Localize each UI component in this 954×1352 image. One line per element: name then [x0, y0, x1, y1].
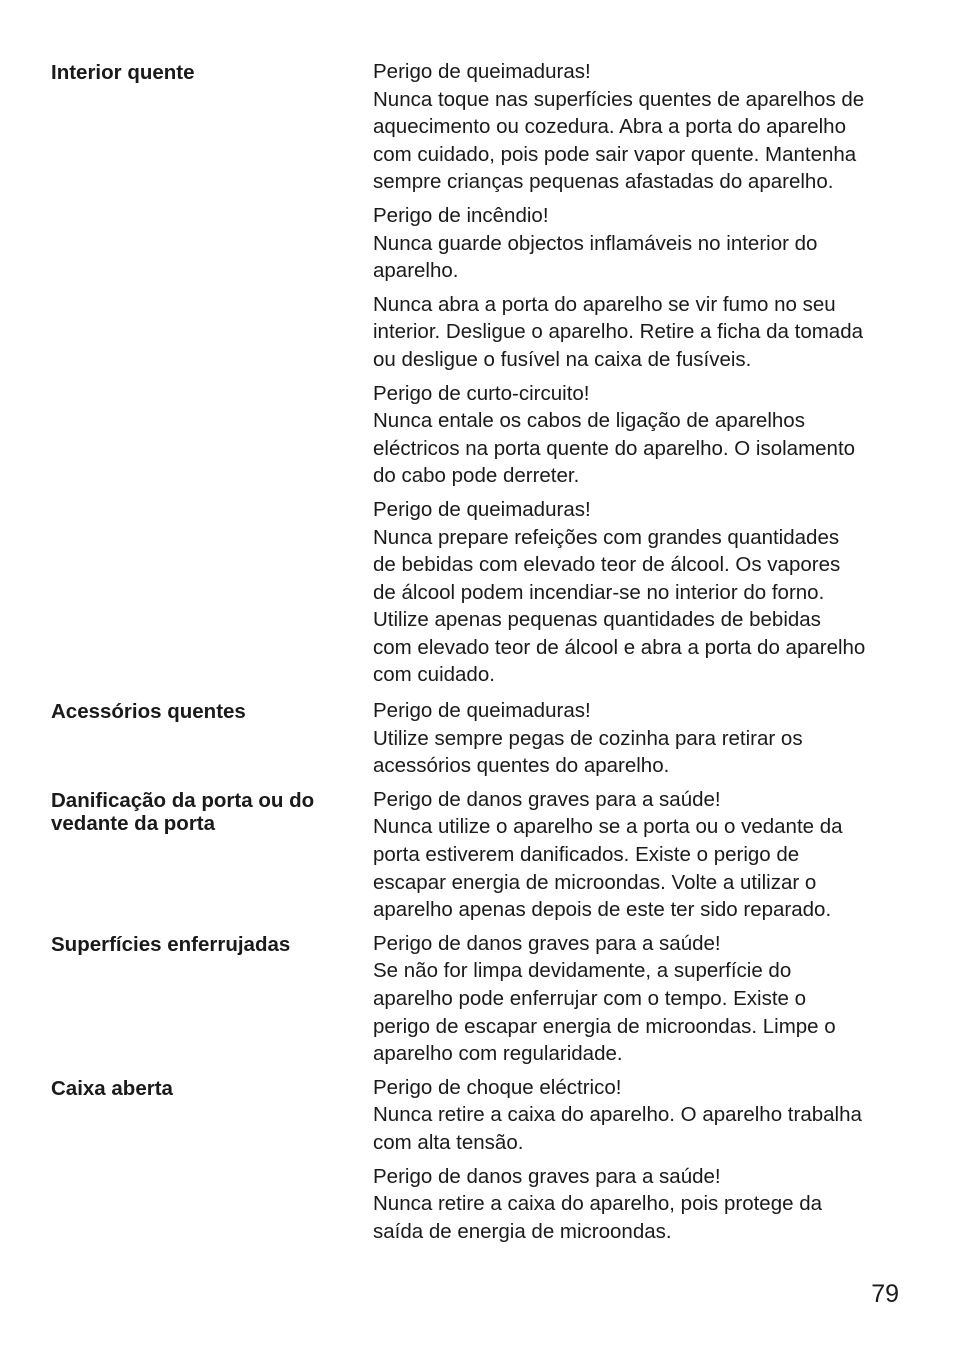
section-label: Superfícies enferrujadas [51, 932, 291, 956]
section-superficies-enferrujadas [51, 930, 911, 1074]
paragraph-line: Nunca toque nas superfícies quentes de aparelhos de [373, 87, 865, 111]
paragraph [373, 380, 911, 490]
paragraph [373, 930, 911, 1068]
section-content [373, 786, 911, 930]
paragraph [373, 202, 911, 285]
section-interior-quente [51, 58, 911, 695]
paragraph-line: Perigo de choque eléctrico! [373, 1075, 622, 1099]
paragraph-line: acessórios quentes do aparelho. [373, 754, 670, 778]
section-content [373, 697, 911, 786]
paragraph-line: com cuidado. [373, 663, 495, 687]
paragraph-line: eléctricos na porta quente do aparelho. O isolamento [373, 436, 856, 460]
paragraph-line: Perigo de danos graves para a saúde! [373, 787, 721, 811]
paragraph [373, 1074, 911, 1157]
paragraph-line: Se não for limpa devidamente, a superfície do [373, 959, 792, 983]
paragraph-line: perigo de escapar energia de microondas. Limpe o [373, 1014, 836, 1038]
section-label: Caixa aberta [51, 1076, 173, 1100]
section-caixa-aberta [51, 1074, 911, 1252]
section-label: Acessórios quentes [51, 700, 246, 724]
paragraph-line: Nunca retire a caixa do aparelho. O aparelho trabalha [373, 1103, 862, 1127]
document-page [51, 58, 911, 1251]
paragraph-line: aparelho. [373, 259, 459, 283]
paragraph-line: porta estiverem danificados. Existe o perigo de [373, 843, 800, 867]
page-number: 79 [871, 1280, 899, 1308]
paragraph-line: ou desligue o fusível na caixa de fusíveis. [373, 347, 752, 371]
paragraph-line: interior. Desligue o aparelho. Retire a ficha da tomada [373, 320, 864, 344]
paragraph-line: Utilize apenas pequenas quantidades de bebidas [373, 608, 821, 632]
paragraph-line: aparelho pode enferrujar com o tempo. Existe o [373, 987, 807, 1010]
paragraph-line: Perigo de queimaduras! [373, 60, 591, 83]
paragraph-line: do cabo pode derreter. [373, 464, 580, 488]
paragraph-line: aquecimento ou cozedura. Abra a porta do aparelho [373, 115, 846, 139]
paragraph-line: Perigo de danos graves para a saúde! [373, 1164, 721, 1188]
paragraph [373, 786, 911, 924]
paragraph-line: Perigo de curto-circuito! [373, 381, 590, 405]
paragraph-line: aparelho com regularidade. [373, 1042, 623, 1066]
section-acessorios-quentes [51, 697, 911, 786]
paragraph-line: escapar energia de microondas. Volte a utilizar o [373, 870, 817, 894]
section-label: Interior quente [51, 61, 195, 84]
section-content [373, 1074, 911, 1252]
paragraph-line: Nunca retire a caixa do aparelho, pois protege da [373, 1192, 823, 1216]
paragraph-line: sempre crianças pequenas afastadas do aparelho. [373, 170, 834, 194]
paragraph-line: Perigo de queimaduras! [373, 699, 591, 723]
paragraph-line: saída de energia de microondas. [373, 1219, 672, 1243]
paragraph-line: Perigo de danos graves para a saúde! [373, 931, 721, 955]
section-label: Danificação da porta ou do vedante da porta [51, 788, 315, 835]
paragraph-line: de bebidas com elevado teor de álcool. Os vapores [373, 553, 841, 577]
paragraph [373, 58, 911, 196]
section-content [373, 930, 911, 1074]
paragraph-line: de álcool podem incendiar-se no interior do forno. [373, 580, 825, 604]
paragraph-line: aparelho apenas depois de este ter sido reparado. [373, 898, 832, 922]
paragraph [373, 496, 911, 689]
paragraph-line: Nunca guarde objectos inflamáveis no interior do [373, 231, 818, 255]
section-danificacao-porta [51, 786, 911, 930]
paragraph-line: Utilize sempre pegas de cozinha para retirar os [373, 726, 803, 750]
paragraph-line: com elevado teor de álcool e abra a porta do aparelho [373, 635, 866, 659]
paragraph-line: com cuidado, pois pode sair vapor quente. Mantenha [373, 142, 857, 166]
paragraph-line: Perigo de incêndio! [373, 203, 549, 227]
paragraph-line: Nunca entale os cabos de ligação de aparelhos [373, 409, 805, 433]
section-content [373, 58, 911, 695]
paragraph-line: Nunca utilize o aparelho se a porta ou o vedante da [373, 815, 843, 839]
paragraph-line: com alta tensão. [373, 1130, 524, 1154]
paragraph-line: Nunca prepare refeições com grandes quantidades [373, 525, 840, 549]
paragraph [373, 697, 911, 780]
paragraph-line: Nunca abra a porta do aparelho se vir fumo no seu [373, 292, 836, 316]
paragraph-line: Perigo de queimaduras! [373, 497, 591, 521]
paragraph [373, 1163, 911, 1246]
paragraph [373, 291, 911, 374]
